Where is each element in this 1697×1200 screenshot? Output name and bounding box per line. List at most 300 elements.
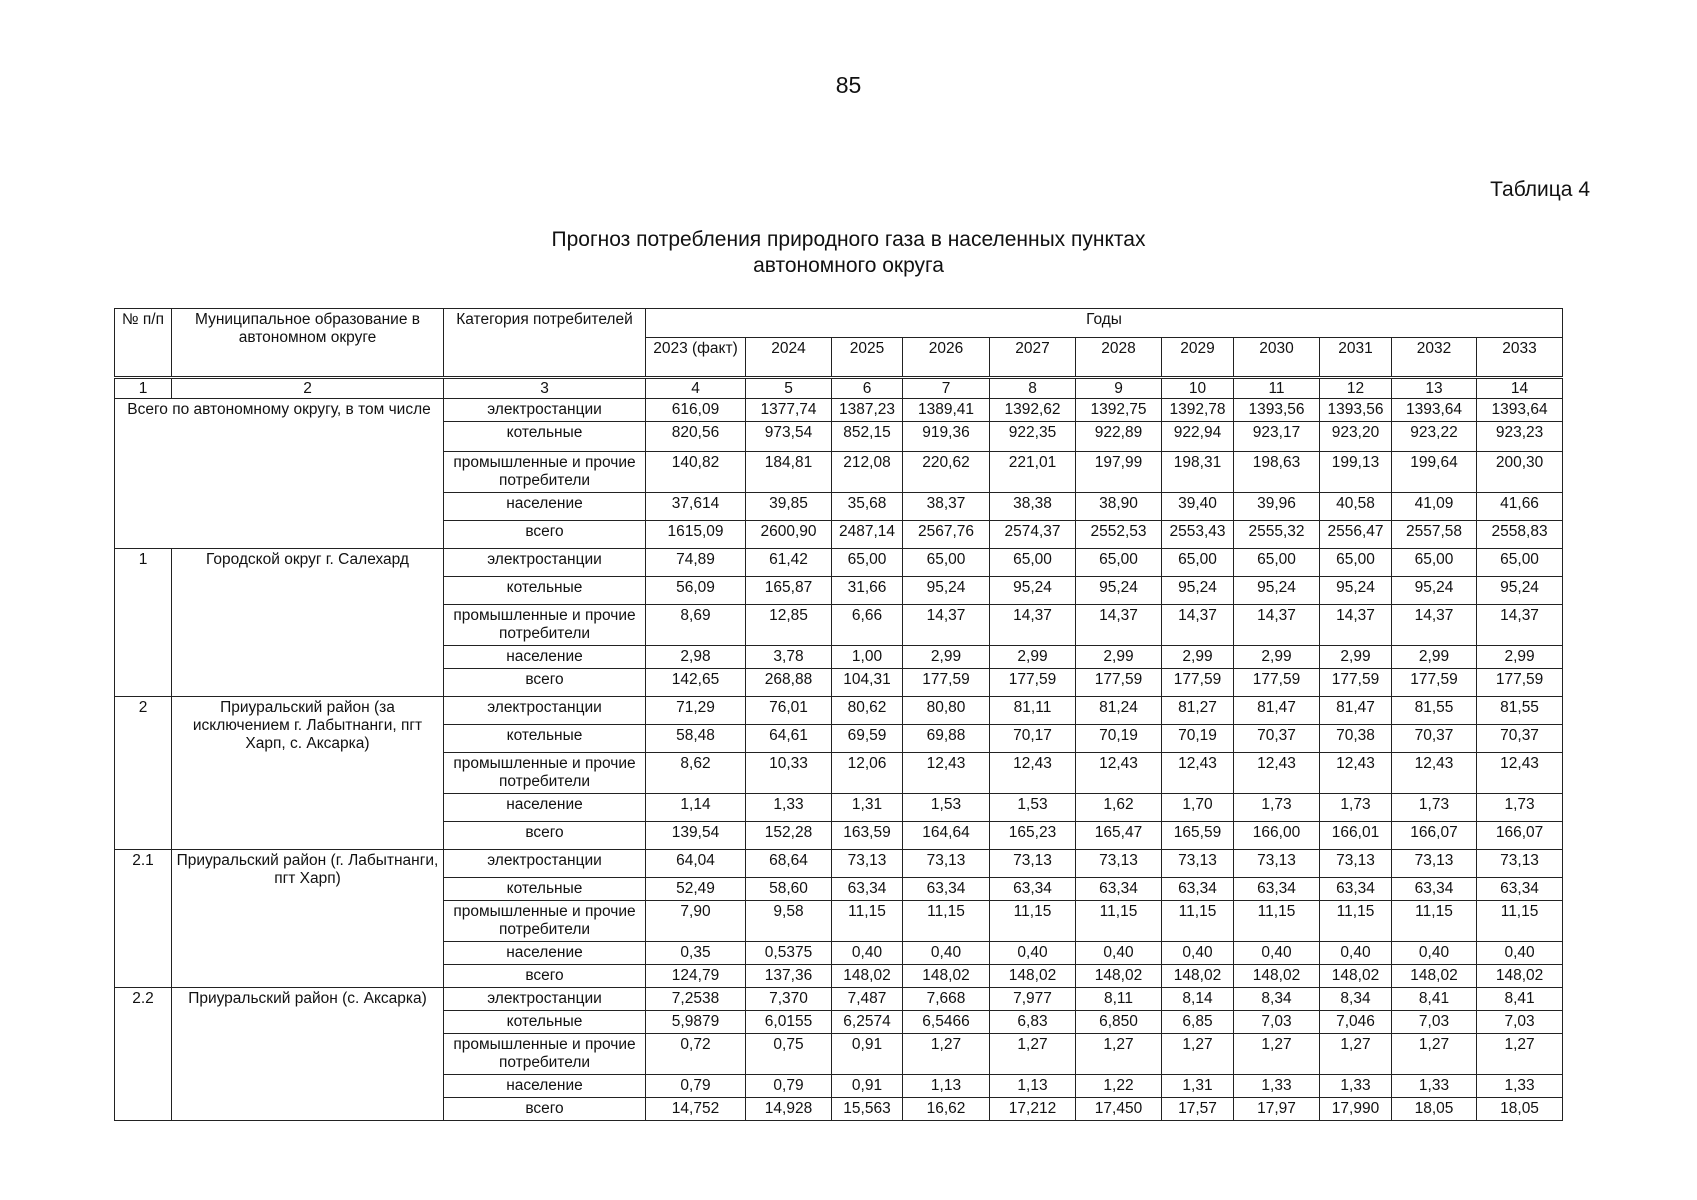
column-number: 8 [990,379,1076,399]
value-cell: 81,47 [1234,697,1320,725]
value-cell: 7,03 [1234,1011,1320,1034]
value-cell: 2,99 [1392,646,1477,669]
value-cell: 0,91 [832,1075,903,1098]
value-cell: 2552,53 [1076,521,1162,549]
column-number: 6 [832,379,903,399]
value-cell: 81,24 [1076,697,1162,725]
value-cell: 73,13 [1320,850,1392,878]
value-cell: 1,27 [1477,1034,1563,1075]
value-cell: 1,27 [990,1034,1076,1075]
value-cell: 165,47 [1076,822,1162,850]
value-cell: 38,38 [990,493,1076,521]
value-cell: 148,02 [1162,965,1234,988]
value-cell: 70,19 [1162,725,1234,753]
value-cell: 164,64 [903,822,990,850]
value-cell: 64,61 [746,725,832,753]
value-cell: 852,15 [832,422,903,452]
value-cell: 184,81 [746,452,832,493]
value-cell: 177,59 [1477,669,1563,697]
value-cell: 1,00 [832,646,903,669]
value-cell: 3,78 [746,646,832,669]
value-cell: 17,97 [1234,1098,1320,1121]
value-cell: 1,27 [1162,1034,1234,1075]
value-cell: 61,42 [746,549,832,577]
value-cell: 0,72 [646,1034,746,1075]
value-cell: 17,450 [1076,1098,1162,1121]
value-cell: 2,99 [1477,646,1563,669]
value-cell: 0,40 [990,942,1076,965]
value-cell: 81,47 [1320,697,1392,725]
header-year: 2031 [1320,338,1392,377]
value-cell: 923,17 [1234,422,1320,452]
table-row [115,549,1563,577]
value-cell: 220,62 [903,452,990,493]
value-cell: 1,31 [832,794,903,822]
value-cell: 73,13 [1076,850,1162,878]
value-cell: 616,09 [646,399,746,422]
consumer-category: электростанции [444,549,646,577]
consumer-category: электростанции [444,988,646,1011]
value-cell: 80,62 [832,697,903,725]
consumer-category: котельные [444,1011,646,1034]
value-cell: 11,15 [990,901,1076,942]
value-cell: 95,24 [1076,577,1162,605]
value-cell: 7,977 [990,988,1076,1011]
value-cell: 40,58 [1320,493,1392,521]
value-cell: 1,27 [1320,1034,1392,1075]
value-cell: 0,79 [746,1075,832,1098]
value-cell: 124,79 [646,965,746,988]
column-number: 4 [646,379,746,399]
value-cell: 8,41 [1392,988,1477,1011]
title-line-1: Прогноз потребления природного газа в населенных пунктах [551,228,1146,251]
consumer-category: население [444,493,646,521]
value-cell: 137,36 [746,965,832,988]
value-cell: 70,19 [1076,725,1162,753]
value-cell: 1,73 [1234,794,1320,822]
column-number: 10 [1162,379,1234,399]
value-cell: 1,62 [1076,794,1162,822]
value-cell: 148,02 [1477,965,1563,988]
value-cell: 65,00 [1076,549,1162,577]
value-cell: 65,00 [1477,549,1563,577]
value-cell: 14,37 [1076,605,1162,646]
consumer-category: промышленные и прочие потребители [444,901,646,942]
value-cell: 8,41 [1477,988,1563,1011]
value-cell: 12,85 [746,605,832,646]
value-cell: 0,35 [646,942,746,965]
value-cell: 2558,83 [1477,521,1563,549]
gas-consumption-table [114,308,1563,1121]
value-cell: 1,31 [1162,1075,1234,1098]
value-cell: 6,850 [1076,1011,1162,1034]
value-cell: 7,046 [1320,1011,1392,1034]
value-cell: 2574,37 [990,521,1076,549]
group-number: 2.1 [115,850,172,988]
value-cell: 12,43 [1076,753,1162,794]
value-cell: 11,15 [1234,901,1320,942]
consumer-category: электростанции [444,850,646,878]
value-cell: 14,37 [1477,605,1563,646]
value-cell: 1392,75 [1076,399,1162,422]
consumer-category: население [444,942,646,965]
consumer-category: котельные [444,577,646,605]
value-cell: 1,73 [1477,794,1563,822]
value-cell: 1,73 [1320,794,1392,822]
value-cell: 923,22 [1392,422,1477,452]
value-cell: 73,13 [990,850,1076,878]
value-cell: 165,87 [746,577,832,605]
table-row [115,697,1563,725]
value-cell: 148,02 [990,965,1076,988]
value-cell: 7,03 [1392,1011,1477,1034]
value-cell: 74,89 [646,549,746,577]
value-cell: 142,65 [646,669,746,697]
value-cell: 148,02 [1320,965,1392,988]
value-cell: 1,33 [1477,1075,1563,1098]
value-cell: 177,59 [903,669,990,697]
value-cell: 268,88 [746,669,832,697]
value-cell: 922,94 [1162,422,1234,452]
title-line-2: автономного округа [753,254,944,277]
value-cell: 166,07 [1477,822,1563,850]
header-year: 2025 [832,338,903,377]
value-cell: 0,75 [746,1034,832,1075]
value-cell: 7,668 [903,988,990,1011]
value-cell: 2556,47 [1320,521,1392,549]
value-cell: 58,60 [746,878,832,901]
value-cell: 1392,78 [1162,399,1234,422]
value-cell: 65,00 [1320,549,1392,577]
value-cell: 1,73 [1392,794,1477,822]
consumer-category: промышленные и прочие потребители [444,1034,646,1075]
value-cell: 177,59 [990,669,1076,697]
value-cell: 95,24 [903,577,990,605]
value-cell: 8,11 [1076,988,1162,1011]
value-cell: 17,990 [1320,1098,1392,1121]
value-cell: 52,49 [646,878,746,901]
value-cell: 923,23 [1477,422,1563,452]
value-cell: 41,66 [1477,493,1563,521]
value-cell: 73,13 [1234,850,1320,878]
consumer-category: электростанции [444,697,646,725]
value-cell: 11,15 [1477,901,1563,942]
group-name: Всего по автономному округу, в том числе [115,399,444,549]
value-cell: 63,34 [990,878,1076,901]
value-cell: 6,66 [832,605,903,646]
header-year: 2024 [746,338,832,377]
value-cell: 1,33 [746,794,832,822]
value-cell: 177,59 [1392,669,1477,697]
value-cell: 11,15 [1392,901,1477,942]
value-cell: 163,59 [832,822,903,850]
value-cell: 63,34 [1234,878,1320,901]
value-cell: 95,24 [1320,577,1392,605]
value-cell: 199,13 [1320,452,1392,493]
value-cell: 95,24 [1392,577,1477,605]
value-cell: 70,38 [1320,725,1392,753]
value-cell: 6,2574 [832,1011,903,1034]
value-cell: 11,15 [1320,901,1392,942]
value-cell: 11,15 [832,901,903,942]
value-cell: 0,40 [1320,942,1392,965]
column-number: 2 [172,379,444,399]
consumer-category: промышленные и прочие потребители [444,605,646,646]
value-cell: 0,79 [646,1075,746,1098]
value-cell: 81,55 [1477,697,1563,725]
value-cell: 1393,64 [1392,399,1477,422]
value-cell: 9,58 [746,901,832,942]
value-cell: 1393,56 [1320,399,1392,422]
column-number: 5 [746,379,832,399]
consumer-category: котельные [444,422,646,452]
consumer-category: котельные [444,725,646,753]
value-cell: 63,34 [1162,878,1234,901]
value-cell: 39,40 [1162,493,1234,521]
value-cell: 56,09 [646,577,746,605]
value-cell: 2,99 [1320,646,1392,669]
value-cell: 70,17 [990,725,1076,753]
value-cell: 148,02 [832,965,903,988]
value-cell: 12,43 [1392,753,1477,794]
value-cell: 1,27 [1076,1034,1162,1075]
value-cell: 76,01 [746,697,832,725]
value-cell: 2600,90 [746,521,832,549]
value-cell: 14,37 [903,605,990,646]
value-cell: 11,15 [903,901,990,942]
value-cell: 16,62 [903,1098,990,1121]
value-cell: 212,08 [832,452,903,493]
value-cell: 1392,62 [990,399,1076,422]
value-cell: 0,40 [1392,942,1477,965]
column-number: 3 [444,379,646,399]
value-cell: 95,24 [1162,577,1234,605]
table-label: Таблица 4 [1490,178,1590,201]
header-year: 2027 [990,338,1076,377]
value-cell: 148,02 [903,965,990,988]
group-number: 2.2 [115,988,172,1121]
value-cell: 1,13 [903,1075,990,1098]
value-cell: 148,02 [1392,965,1477,988]
value-cell: 177,59 [1320,669,1392,697]
header-year: 2023 (факт) [646,338,746,377]
value-cell: 12,43 [903,753,990,794]
value-cell: 1377,74 [746,399,832,422]
value-cell: 70,37 [1477,725,1563,753]
value-cell: 198,31 [1162,452,1234,493]
value-cell: 63,34 [1392,878,1477,901]
value-cell: 198,63 [1234,452,1320,493]
table-row [115,988,1563,1011]
value-cell: 81,27 [1162,697,1234,725]
value-cell: 8,62 [646,753,746,794]
value-cell: 8,34 [1234,988,1320,1011]
value-cell: 1387,23 [832,399,903,422]
value-cell: 922,89 [1076,422,1162,452]
value-cell: 14,752 [646,1098,746,1121]
consumer-category: промышленные и прочие потребители [444,452,646,493]
value-cell: 0,40 [1234,942,1320,965]
value-cell: 2,98 [646,646,746,669]
value-cell: 1,70 [1162,794,1234,822]
value-cell: 6,5466 [903,1011,990,1034]
value-cell: 69,88 [903,725,990,753]
value-cell: 95,24 [990,577,1076,605]
value-cell: 1615,09 [646,521,746,549]
value-cell: 2,99 [1076,646,1162,669]
value-cell: 12,43 [1477,753,1563,794]
value-cell: 12,43 [990,753,1076,794]
consumer-category: население [444,646,646,669]
value-cell: 7,487 [832,988,903,1011]
value-cell: 18,05 [1392,1098,1477,1121]
value-cell: 166,00 [1234,822,1320,850]
header-category: Категория потребителей [444,309,646,377]
value-cell: 95,24 [1234,577,1320,605]
value-cell: 1393,64 [1477,399,1563,422]
page-number: 85 [835,72,862,98]
value-cell: 12,43 [1234,753,1320,794]
value-cell: 2487,14 [832,521,903,549]
value-cell: 1,14 [646,794,746,822]
value-cell: 15,563 [832,1098,903,1121]
value-cell: 2,99 [990,646,1076,669]
group-name: Приуральский район (за исключением г. Лабытнанги, пгт Харп, с. Аксарка) [172,697,444,850]
value-cell: 200,30 [1477,452,1563,493]
value-cell: 1,22 [1076,1075,1162,1098]
value-cell: 1,33 [1320,1075,1392,1098]
header-year: 2032 [1392,338,1477,377]
value-cell: 1389,41 [903,399,990,422]
value-cell: 11,15 [1076,901,1162,942]
value-cell: 71,29 [646,697,746,725]
value-cell: 63,34 [1320,878,1392,901]
value-cell: 221,01 [990,452,1076,493]
value-cell: 73,13 [1477,850,1563,878]
value-cell: 63,34 [903,878,990,901]
document-title [0,227,1697,279]
group-name: Приуральский район (г. Лабытнанги, пгт Харп) [172,850,444,988]
group-number: 1 [115,549,172,697]
column-number: 13 [1392,379,1477,399]
value-cell: 0,40 [1162,942,1234,965]
value-cell: 70,37 [1392,725,1477,753]
consumer-category: всего [444,1098,646,1121]
value-cell: 70,37 [1234,725,1320,753]
value-cell: 38,90 [1076,493,1162,521]
header-year: 2033 [1477,338,1563,377]
value-cell: 65,00 [903,549,990,577]
value-cell: 12,43 [1162,753,1234,794]
value-cell: 14,928 [746,1098,832,1121]
value-cell: 14,37 [1392,605,1477,646]
value-cell: 1393,56 [1234,399,1320,422]
column-number: 14 [1477,379,1563,399]
value-cell: 140,82 [646,452,746,493]
value-cell: 2557,58 [1392,521,1477,549]
value-cell: 0,91 [832,1034,903,1075]
value-cell: 2553,43 [1162,521,1234,549]
table-row [115,850,1563,878]
column-number: 11 [1234,379,1320,399]
header-municipality: Муниципальное образование в автономном округе [172,309,444,377]
value-cell: 14,37 [990,605,1076,646]
consumer-category: всего [444,669,646,697]
value-cell: 65,00 [1392,549,1477,577]
value-cell: 14,37 [1320,605,1392,646]
group-number: 2 [115,697,172,850]
value-cell: 39,85 [746,493,832,521]
value-cell: 10,33 [746,753,832,794]
value-cell: 73,13 [1392,850,1477,878]
value-cell: 58,48 [646,725,746,753]
value-cell: 8,34 [1320,988,1392,1011]
header-year: 2029 [1162,338,1234,377]
value-cell: 1,53 [903,794,990,822]
consumer-category: промышленные и прочие потребители [444,753,646,794]
value-cell: 1,33 [1234,1075,1320,1098]
value-cell: 7,370 [746,988,832,1011]
value-cell: 166,01 [1320,822,1392,850]
value-cell: 69,59 [832,725,903,753]
value-cell: 18,05 [1477,1098,1563,1121]
value-cell: 1,27 [1234,1034,1320,1075]
column-number: 7 [903,379,990,399]
value-cell: 14,37 [1162,605,1234,646]
value-cell: 148,02 [1234,965,1320,988]
value-cell: 6,0155 [746,1011,832,1034]
value-cell: 7,2538 [646,988,746,1011]
value-cell: 17,57 [1162,1098,1234,1121]
value-cell: 0,40 [903,942,990,965]
value-cell: 165,23 [990,822,1076,850]
value-cell: 177,59 [1076,669,1162,697]
value-cell: 68,64 [746,850,832,878]
value-cell: 38,37 [903,493,990,521]
value-cell: 2,99 [903,646,990,669]
consumer-category: электростанции [444,399,646,422]
value-cell: 81,55 [1392,697,1477,725]
value-cell: 1,33 [1392,1075,1477,1098]
header-num: № п/п [115,309,172,377]
group-name: Приуральский район (с. Аксарка) [172,988,444,1121]
value-cell: 973,54 [746,422,832,452]
consumer-category: всего [444,521,646,549]
value-cell: 80,80 [903,697,990,725]
value-cell: 7,90 [646,901,746,942]
group-name: Городской округ г. Салехард [172,549,444,697]
value-cell: 1,53 [990,794,1076,822]
consumer-category: всего [444,822,646,850]
value-cell: 820,56 [646,422,746,452]
header-year: 2028 [1076,338,1162,377]
value-cell: 14,37 [1234,605,1320,646]
value-cell: 1,27 [903,1034,990,1075]
value-cell: 919,36 [903,422,990,452]
header-years-group: Годы [646,309,1563,338]
value-cell: 2555,32 [1234,521,1320,549]
header-year: 2026 [903,338,990,377]
value-cell: 7,03 [1477,1011,1563,1034]
value-cell: 37,614 [646,493,746,521]
value-cell: 73,13 [1162,850,1234,878]
consumer-category: население [444,1075,646,1098]
column-number: 9 [1076,379,1162,399]
value-cell: 63,34 [1076,878,1162,901]
value-cell: 95,24 [1477,577,1563,605]
value-cell: 165,59 [1162,822,1234,850]
value-cell: 177,59 [1234,669,1320,697]
